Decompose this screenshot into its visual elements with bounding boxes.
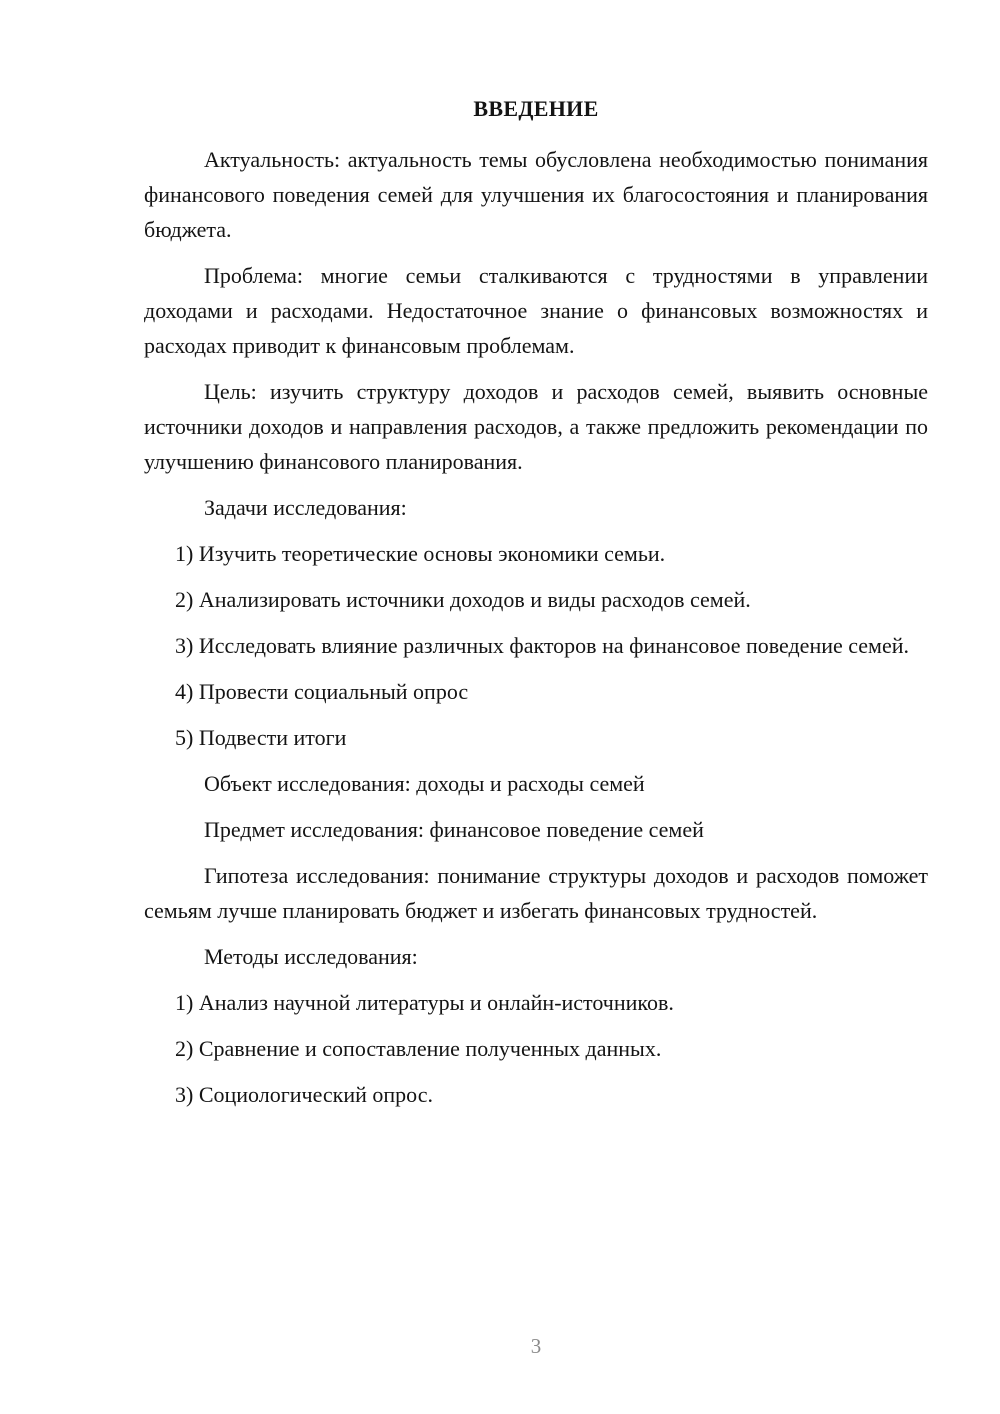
page-number: 3 — [530, 1334, 542, 1358]
object-line: Объект исследования: доходы и расходы семей — [204, 771, 645, 796]
subject-line: Предмет исследования: финансовое поведение семей — [204, 817, 704, 842]
method-item: 2) Сравнение и сопоставление полученных данных. — [175, 1036, 662, 1061]
problem-paragraph: Проблема: многие семьи сталкиваются с трудностями в управлении доходами и расходами. Недостаточное знание о финансовых возможностях и расходах приводит к финансовым проблемам. — [144, 263, 928, 358]
task-item: 3) Исследовать влияние различных факторов на финансовое поведение семей. — [175, 633, 910, 658]
tasks-label: Задачи исследования: — [204, 495, 407, 520]
section-title: ВВЕДЕНИЕ — [473, 96, 599, 121]
goal-paragraph: Цель: изучить структуру доходов и расходов семей, выявить основные источники доходов и направления расходов, а также предложить рекомендации по улучшению финансового планирования. — [144, 379, 928, 474]
relevance-paragraph: Актуальность: актуальность темы обусловлена необходимостью понимания финансового поведения семей для улучшения их благосостояния и планирования бюджета. — [144, 147, 928, 242]
task-item: 4) Провести социальный опрос — [175, 679, 469, 704]
method-item: 1) Анализ научной литературы и онлайн-источников. — [175, 990, 674, 1015]
methods-label: Методы исследования: — [204, 944, 418, 969]
method-item: 3) Социологический опрос. — [175, 1082, 433, 1107]
task-item: 1) Изучить теоретические основы экономики семьи. — [175, 541, 666, 566]
task-item: 5) Подвести итоги — [175, 725, 347, 750]
task-item: 2) Анализировать источники доходов и виды расходов семей. — [175, 587, 751, 612]
document-body — [144, 142, 928, 1123]
hypothesis-paragraph: Гипотеза исследования: понимание структуры доходов и расходов поможет семьям лучше планировать бюджет и избегать финансовых трудностей. — [144, 863, 928, 923]
